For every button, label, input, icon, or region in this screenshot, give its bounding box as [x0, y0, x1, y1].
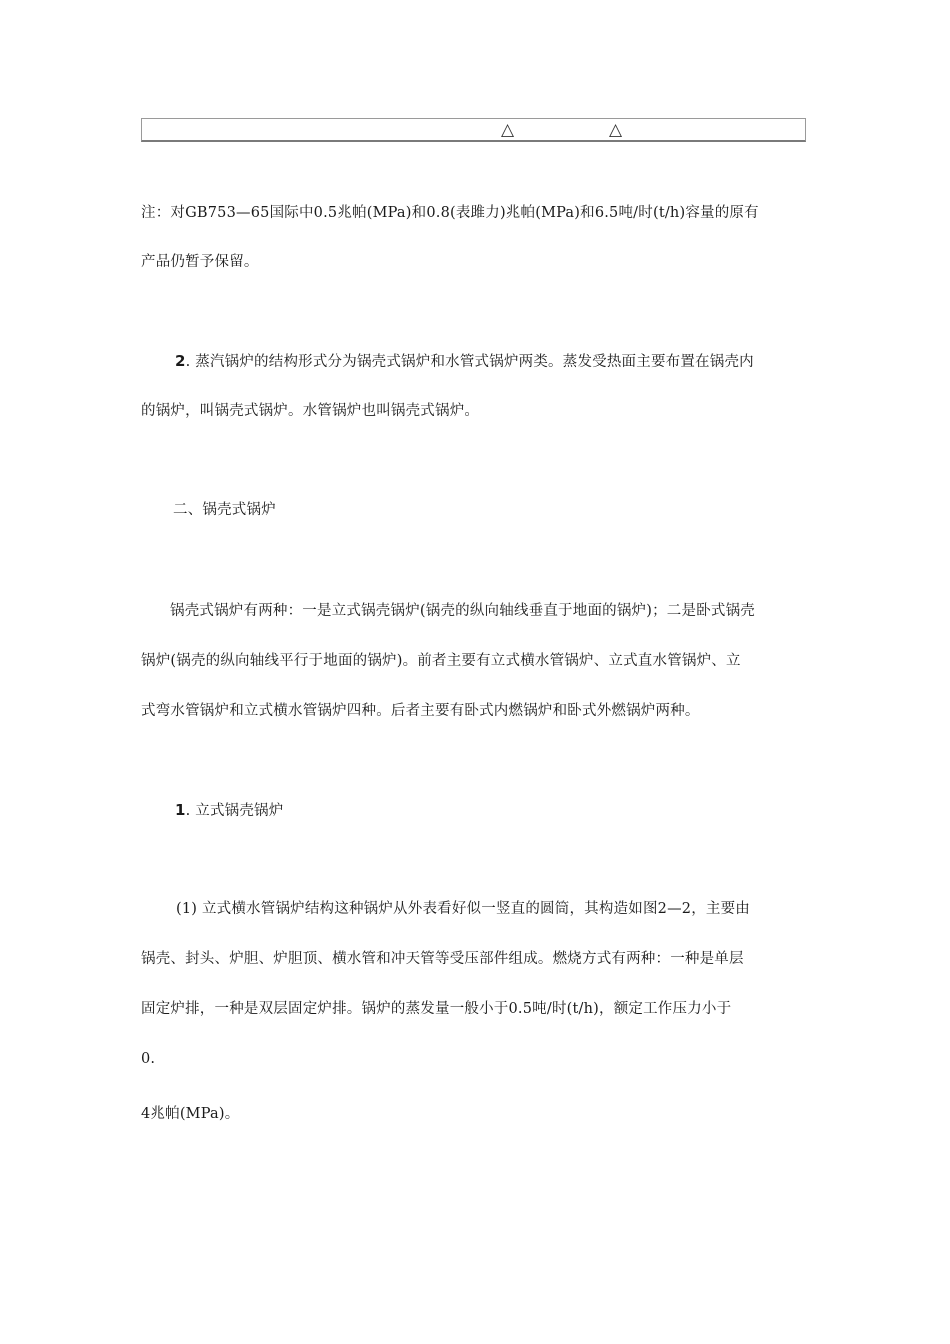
- intro-line-2: 锅炉(锅壳的纵向轴线平行于地面的锅炉)。前者主要有立式横水管锅炉、立式直水管锅炉、立: [141, 653, 741, 669]
- subheading-1: [175, 800, 283, 821]
- item2-text: . 蒸汽锅炉的结构形式分为锅壳式锅炉和水管式锅炉两类。蒸发受热面主要布置在锅壳内: [185, 354, 754, 370]
- para-line-1: (1) 立式横水管锅炉结构这种锅炉从外表看好似一竖直的圆筒，其构造如图2—2，主要由: [176, 901, 750, 917]
- para-line-4: 0.: [141, 1051, 156, 1067]
- subheading-number: 1: [175, 801, 186, 819]
- section-heading: 二、锅壳式锅炉: [173, 502, 276, 518]
- item2-line-2: 的锅炉，叫锅壳式锅炉。水管锅炉也叫锅壳式锅炉。: [141, 403, 480, 419]
- intro-line-3: 式弯水管锅炉和立式横水管锅炉四种。后者主要有卧式内燃锅炉和卧式外燃锅炉两种。: [141, 703, 700, 719]
- table-bottom-row: [141, 118, 806, 142]
- para-line-3: 固定炉排，一种是双层固定炉排。锅炉的蒸发量一般小于0.5吨/时(t/h)，额定工作压力小于: [141, 1001, 732, 1017]
- triangle-icon: △: [501, 120, 515, 140]
- item2-line-1: [175, 351, 754, 372]
- para-line-2: 锅壳、封头、炉胆、炉胆顶、横水管和冲天管等受压部件组成。燃烧方式有两种：一种是单层: [141, 951, 744, 967]
- triangle-icon: △: [609, 120, 623, 140]
- para-line-5: 4兆帕(MPa)。: [141, 1106, 240, 1122]
- note-line-2: 产品仍暂予保留。: [141, 254, 259, 270]
- intro-line-1: 锅壳式锅炉有两种：一是立式锅壳锅炉(锅壳的纵向轴线垂直于地面的锅炉)；二是卧式锅壳: [170, 603, 756, 619]
- item2-number: 2: [175, 352, 186, 370]
- subheading-text: . 立式锅壳锅炉: [185, 803, 284, 819]
- note-line-1: 注：对GB753—65国际中0.5兆帕(MPa)和0.8(表雎力)兆帕(MPa)和6.5吨/时(t/h)容量的原有: [141, 205, 759, 221]
